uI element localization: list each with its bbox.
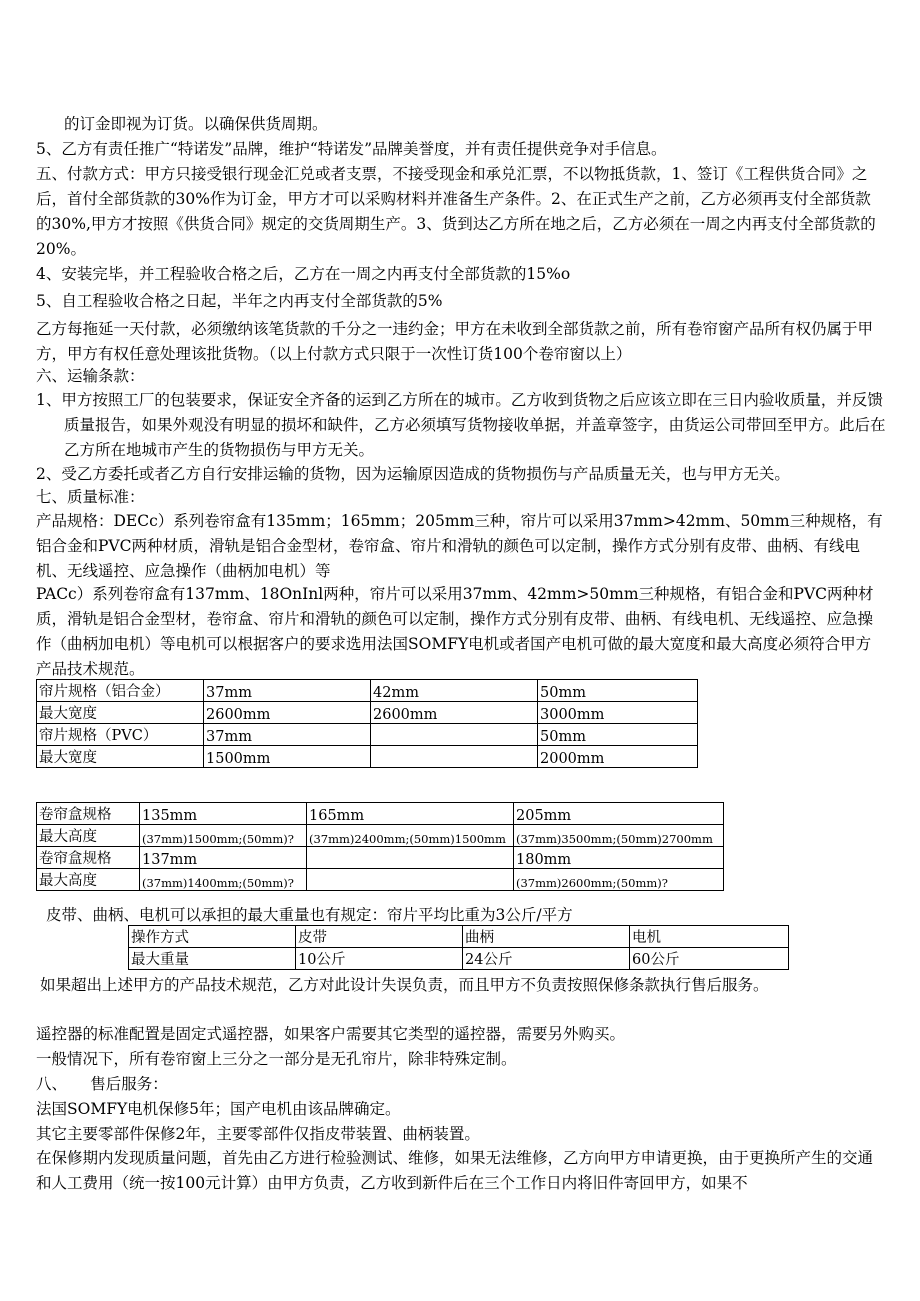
paragraph-solid-slats: 一般情况下，所有卷帘窗上三分之一部分是无孔帘片，除非特殊定制。	[36, 1050, 517, 1068]
table-cell: (37mm)2600mm;(50mm)?	[514, 869, 724, 891]
paragraph-remote-control: 遥控器的标准配置是固定式遥控器，如果客户需要其它类型的遥控器，需要另外购买。	[36, 1025, 626, 1043]
table-cell: 180mm	[514, 847, 724, 869]
table-row	[37, 803, 724, 825]
table-cell	[307, 869, 514, 891]
section-transport-heading: 六、运输条款：	[36, 367, 145, 385]
table-row	[37, 680, 698, 702]
table-cell	[371, 746, 538, 768]
table-cell: 60公斤	[630, 948, 789, 970]
table-cell: 3000mm	[538, 702, 698, 724]
paragraph-design-liability: 如果超出上述甲方的产品技术规范，乙方对此设计失误负责，而且甲方不负责按照保修条款执行售后服务。	[40, 976, 769, 994]
table-cell: 42mm	[371, 680, 538, 702]
paragraph-parts-warranty: 其它主要零部件保修2年，主要零部件仅指皮带装置、曲柄装置。	[36, 1125, 480, 1143]
table-cell: (37mm)2400mm;(50mm)1500mm	[307, 825, 514, 847]
table-cell: 137mm	[140, 847, 307, 869]
table-cell: 50mm	[538, 680, 698, 702]
paragraph-order-deposit: 的订金即视为订货。以确保供货周期。	[64, 115, 328, 133]
table-row	[37, 724, 698, 746]
table-cell: 卷帘盒规格	[37, 847, 140, 869]
section-payment-terms: 五、付款方式：甲方只接受银行现金汇兑或者支票，不接受现金和承兑汇票，不以物抵货款，1、签订《工程供货合同》之后，首付全部货款的30%作为订金，甲方才可以采购材料并准备生产条件。2、在正式生产之前，乙方必须再支付全部货款的30%,甲方才按照《供货合同》规定的交货周期生产。3、货到达乙方所在地之后，乙方必须在一周之内再支付全部货款的20%。	[36, 165, 876, 258]
paragraph-brand-promotion: 5、乙方有责任推广“特诺发”品牌，维护“特诺发”品牌美誉度，并有责任提供竞争对手信息。	[36, 140, 667, 158]
table-cell	[371, 724, 538, 746]
table-cell: 帘片规格（PVC）	[37, 724, 204, 746]
table-cell: 1500mm	[204, 746, 371, 768]
table-cell: 最大高度	[37, 825, 140, 847]
slat-width-table	[36, 679, 698, 768]
table-cell: 37mm	[204, 680, 371, 702]
table-cell: 2600mm	[371, 702, 538, 724]
table-cell: 帘片规格（铝合金）	[37, 680, 204, 702]
paragraph-pac-spec: PACc）系列卷帘盒有137mm、18OnInl两种，帘片可以采用37mm、42mm>50mm三种规格，有铝合金和PVC两种材质，滑轨是铝合金型材，卷帘盒、帘片和滑轨的颜色可以定制，操作方式分别有皮带、曲柄、有线电机、无线遥控、应急操作（曲柄加电机）等电机可以根据客户的要求选用法国SOMFY电机或者国产电机可做的最大宽度和最大高度必须符合甲方产品技术规范。	[36, 585, 874, 678]
table-cell: 最大宽度	[37, 746, 204, 768]
table-row	[37, 847, 724, 869]
table-row	[37, 825, 724, 847]
table-cell: 卷帘盒规格	[37, 803, 140, 825]
paragraph-motor-warranty: 法国SOMFY电机保修5年；国产电机由该品牌确定。	[36, 1100, 401, 1118]
paragraph-transport-2: 2、受乙方委托或者乙方自行安排运输的货物，因为运输原因造成的货物损伤与产品质量无关，也与甲方无关。	[36, 465, 790, 483]
table-cell: (37mm)1400mm;(50mm)?	[140, 869, 307, 891]
section-after-sales-heading: 八、 售后服务：	[36, 1075, 168, 1093]
table-row	[37, 702, 698, 724]
table-row	[37, 869, 724, 891]
table-cell: 最大宽度	[37, 702, 204, 724]
paragraph-payment-4: 4、安装完毕，并工程验收合格之后，乙方在一周之内再支付全部货款的15%o	[36, 265, 571, 283]
table-cell	[307, 847, 514, 869]
box-height-table	[36, 802, 724, 891]
table-cell: 165mm	[307, 803, 514, 825]
paragraph-payment-5: 5、自工程验收合格之日起，半年之内再支付全部货款的5%	[36, 292, 443, 310]
paragraph-repair-procedure: 在保修期内发现质量问题，首先由乙方进行检验测试、维修，如果无法维修，乙方向甲方申请更换，由于更换所产生的交通和人工费用（统一按100元计算）由甲方负责，乙方收到新件后在三个工作日内将旧件寄回甲方，如果不	[36, 1149, 874, 1192]
table-cell: 操作方式	[129, 926, 296, 948]
table-row	[37, 746, 698, 768]
table-cell: 最大高度	[37, 869, 140, 891]
table-cell: 曲柄	[463, 926, 630, 948]
table-row	[129, 926, 789, 948]
table-cell: (37mm)3500mm;(50mm)2700mm	[514, 825, 724, 847]
table-cell: 10公斤	[296, 948, 463, 970]
paragraph-late-payment: 乙方每拖延一天付款，必须缴纳该笔货款的千分之一违约金；甲方在未收到全部货款之前，所有卷帘窗产品所有权仍属于甲方，甲方有权任意处理该批货物。（以上付款方式只限于一次性订货100个卷帘窗以上）	[36, 320, 874, 363]
table-cell: 24公斤	[463, 948, 630, 970]
table-cell: 电机	[630, 926, 789, 948]
table-cell: 37mm	[204, 724, 371, 746]
paragraph-transport-1: 1、甲方按照工厂的包装要求，保证安全齐备的运到乙方所在的城市。乙方收到货物之后应该立即在三日内验收质量，并反馈质量报告，如果外观没有明显的损坏和缺件，乙方必须填写货物接收单据，并盖章签字，由货运公司带回至甲方。此后在乙方所在地城市产生的货物损伤与甲方无关。	[36, 391, 886, 459]
section-quality-heading: 七、质量标准：	[36, 488, 145, 506]
table-cell: 205mm	[514, 803, 724, 825]
table-cell: 2000mm	[538, 746, 698, 768]
table-cell: 50mm	[538, 724, 698, 746]
table-cell: 最大重量	[129, 948, 296, 970]
max-weight-table	[128, 925, 789, 970]
paragraph-max-weight: 皮带、曲柄、电机可以承担的最大重量也有规定：帘片平均比重为3公斤/平方	[46, 906, 573, 924]
table-row	[129, 948, 789, 970]
paragraph-dec-spec: 产品规格：DECc）系列卷帘盒有135mm；165mm；205mm三种，帘片可以采用37mm>42mm、50mm三种规格，有铝合金和PVC两种材质，滑轨是铝合金型材，卷帘盒、帘片和滑轨的颜色可以定制，操作方式分别有皮带、曲柄、有线电机、无线遥控、应急操作（曲柄加电机）等	[36, 512, 883, 580]
table-cell: (37mm)1500mm;(50mm)?	[140, 825, 307, 847]
table-cell: 皮带	[296, 926, 463, 948]
table-cell: 2600mm	[204, 702, 371, 724]
table-cell: 135mm	[140, 803, 307, 825]
